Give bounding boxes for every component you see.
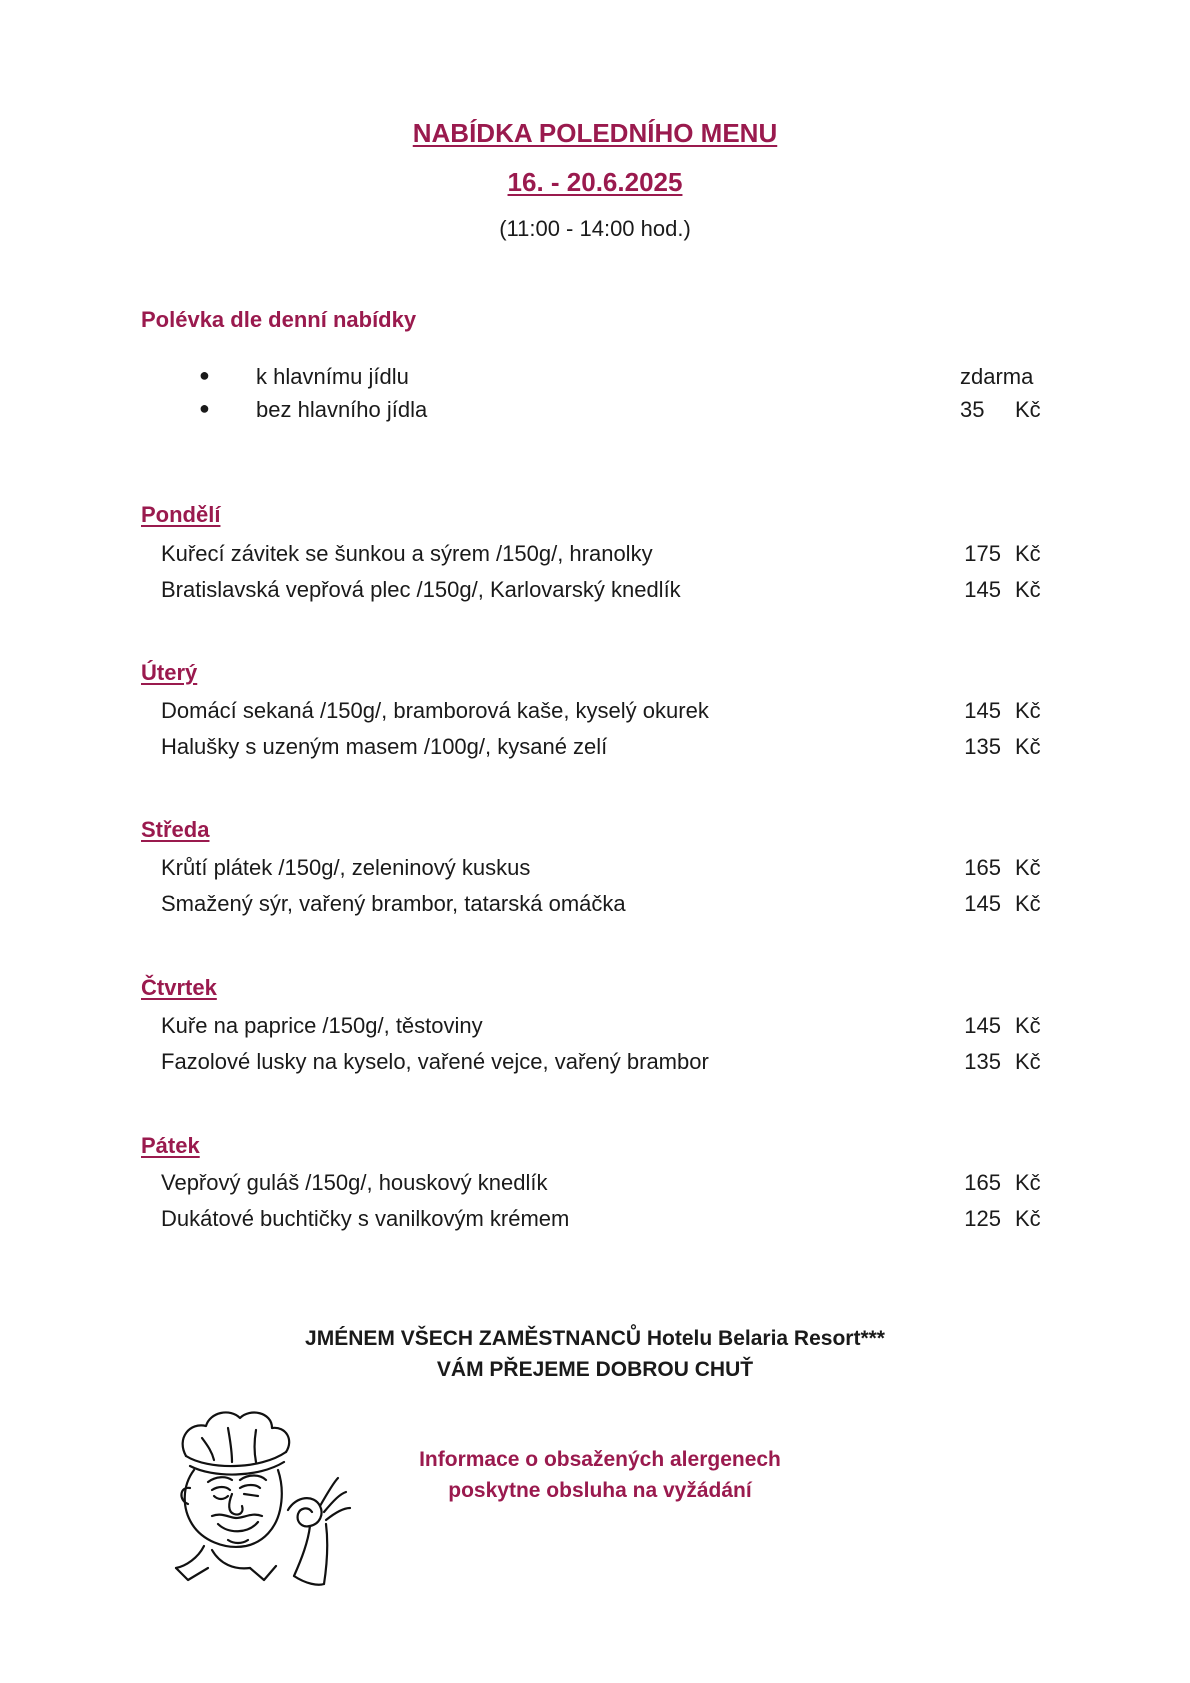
dish-price: 145 bbox=[964, 577, 1001, 602]
day-heading: Pátek bbox=[141, 1133, 200, 1158]
soup-item-price: zdarma bbox=[960, 364, 1034, 389]
serving-hours: (11:00 - 14:00 hod.) bbox=[499, 216, 691, 241]
dish-price: 135 bbox=[964, 1049, 1001, 1074]
dish-currency: Kč bbox=[1015, 1170, 1041, 1195]
dish-name: Krůtí plátek /150g/, zeleninový kuskus bbox=[161, 855, 531, 880]
day-heading: Pondělí bbox=[141, 502, 221, 527]
soup-item bbox=[0, 397, 1190, 427]
dish-price: 145 bbox=[964, 891, 1001, 916]
dish-currency: Kč bbox=[1015, 1049, 1041, 1074]
dish-row bbox=[0, 734, 1190, 764]
dish-row bbox=[0, 541, 1190, 571]
dish-row bbox=[0, 1206, 1190, 1236]
dish-currency: Kč bbox=[1015, 698, 1041, 723]
dish-name: Vepřový guláš /150g/, houskový knedlík bbox=[161, 1170, 548, 1195]
dish-price: 135 bbox=[964, 734, 1001, 759]
dish-currency: Kč bbox=[1015, 891, 1041, 916]
day-heading: Středa bbox=[141, 817, 210, 842]
dish-currency: Kč bbox=[1015, 1013, 1041, 1038]
menu-date-range: 16. - 20.6.2025 bbox=[507, 167, 683, 197]
dish-currency: Kč bbox=[1015, 734, 1041, 759]
dish-currency: Kč bbox=[1015, 577, 1041, 602]
bullet-icon: ● bbox=[199, 365, 210, 385]
chef-icon bbox=[168, 1408, 358, 1593]
dish-row bbox=[0, 1013, 1190, 1043]
dish-row bbox=[0, 1049, 1190, 1079]
dish-currency: Kč bbox=[1015, 541, 1041, 566]
bullet-icon: ● bbox=[199, 398, 210, 418]
dish-price: 165 bbox=[964, 1170, 1001, 1195]
soup-heading: Polévka dle denní nabídky bbox=[141, 307, 417, 332]
dish-name: Bratislavská vepřová plec /150g/, Karlovarský knedlík bbox=[161, 577, 681, 602]
staff-greeting: JMÉNEM VŠECH ZAMĚSTNANCŮ Hotelu Belaria Resort*** bbox=[305, 1327, 885, 1350]
dish-name: Kuře na paprice /150g/, těstoviny bbox=[161, 1013, 483, 1038]
day-heading: Úterý bbox=[141, 660, 198, 685]
dish-currency: Kč bbox=[1015, 855, 1041, 880]
dish-name: Halušky s uzeným masem /100g/, kysané zelí bbox=[161, 734, 608, 759]
day-heading: Čtvrtek bbox=[141, 975, 217, 1000]
dish-row bbox=[0, 1170, 1190, 1200]
dish-price: 175 bbox=[964, 541, 1001, 566]
dish-name: Domácí sekaná /150g/, bramborová kaše, kyselý okurek bbox=[161, 698, 709, 723]
dish-name: Smažený sýr, vařený brambor, tatarská omáčka bbox=[161, 891, 626, 916]
dish-name: Fazolové lusky na kyselo, vařené vejce, vařený brambor bbox=[161, 1049, 709, 1074]
dish-name: Kuřecí závitek se šunkou a sýrem /150g/, hranolky bbox=[161, 541, 653, 566]
dish-row bbox=[0, 698, 1190, 728]
dish-price: 125 bbox=[964, 1206, 1001, 1231]
dish-price: 145 bbox=[964, 698, 1001, 723]
dish-price: 165 bbox=[964, 855, 1001, 880]
dish-row bbox=[0, 891, 1190, 921]
soup-item-currency: Kč bbox=[1015, 397, 1041, 422]
bon-appetit: VÁM PŘEJEME DOBROU CHUŤ bbox=[436, 1358, 754, 1381]
soup-item-label: bez hlavního jídla bbox=[256, 397, 428, 422]
dish-currency: Kč bbox=[1015, 1206, 1041, 1231]
allergen-info-line2: poskytne obsluha na vyžádání bbox=[448, 1479, 752, 1502]
dish-name: Dukátové buchtičky s vanilkovým krémem bbox=[161, 1206, 570, 1231]
dish-row bbox=[0, 855, 1190, 885]
dish-price: 145 bbox=[964, 1013, 1001, 1038]
menu-title: NABÍDKA POLEDNÍHO MENU bbox=[412, 118, 778, 148]
soup-item bbox=[0, 364, 1190, 394]
dish-row bbox=[0, 577, 1190, 607]
soup-item-label: k hlavnímu jídlu bbox=[256, 364, 409, 389]
allergen-info-line1: Informace o obsažených alergenech bbox=[419, 1448, 781, 1471]
soup-item-price: 35 bbox=[960, 397, 985, 422]
